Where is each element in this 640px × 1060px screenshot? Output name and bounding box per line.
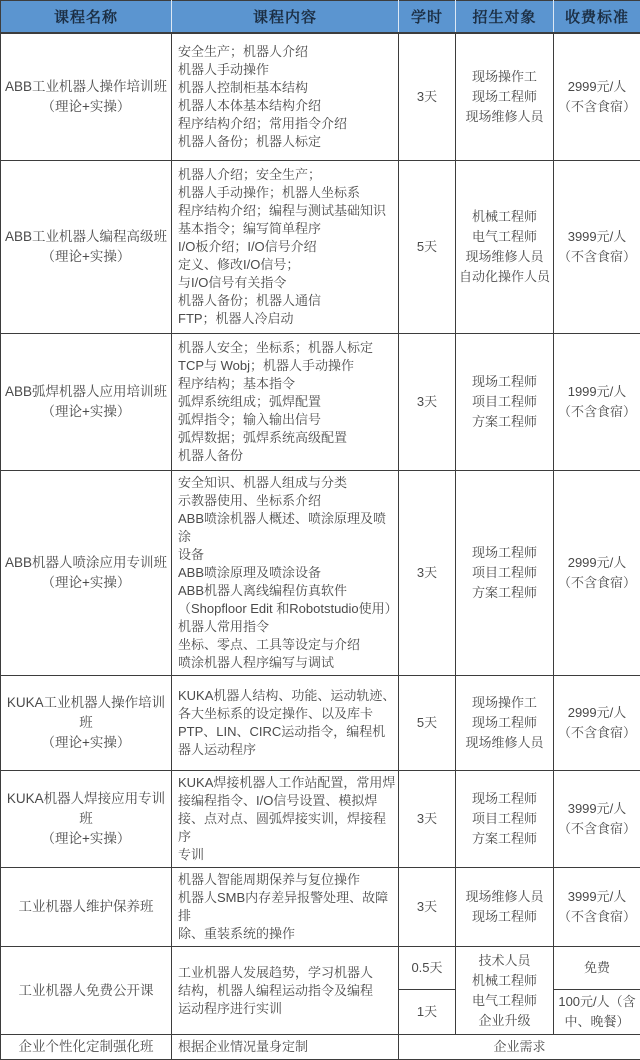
course-audience-line: 方案工程师	[457, 412, 552, 432]
course-name	[1, 947, 172, 1035]
course-content-line: 设备	[178, 546, 396, 564]
course-content-line: （Shopfloor Edit 和Robotstudio使用）	[178, 600, 396, 618]
course-content-line: 示教器使用、坐标系介绍	[178, 492, 396, 510]
course-audience-line: 现场工程师	[457, 87, 552, 107]
course-content-line: 定义、修改I/O信号；	[178, 256, 396, 274]
course-name-line: ABB机器人喷涂应用专训班	[3, 553, 169, 573]
course-fee	[554, 947, 640, 990]
course-name-line: （理论+实操）	[3, 573, 169, 593]
course-content-line: FTP；机器人冷启动	[178, 310, 396, 328]
course-table-header	[1, 1, 640, 33]
course-name	[1, 471, 172, 676]
course-content-line: 机器人手动操作	[178, 61, 396, 79]
course-audience	[456, 33, 554, 161]
course-hours-line: 3天	[400, 563, 454, 583]
course-audience-line: 电气工程师	[457, 991, 552, 1011]
course-name-line: （理论+实操）	[3, 97, 169, 117]
header-col-course-name: 课程名称	[1, 1, 172, 33]
course-name-line: ABB工业机器人编程高级班	[3, 227, 169, 247]
course-fee-line: （不含食宿）	[555, 819, 639, 839]
course-content	[172, 868, 399, 947]
table-row	[1, 947, 640, 990]
course-content-line: 基本指令；编写简单程序	[178, 220, 396, 238]
course-content-line: 接、点对点、圆弧焊接实训，焊接程序	[178, 810, 396, 846]
course-content-line: 运动程序进行实训	[178, 1000, 396, 1018]
course-name-line: （理论+实操）	[3, 247, 169, 267]
course-content-line: 机器人备份；机器人通信	[178, 292, 396, 310]
course-name	[1, 161, 172, 334]
course-hours-line: 3天	[400, 897, 454, 917]
course-content-line: 程序结构介绍；常用指令介绍	[178, 115, 396, 133]
course-name	[1, 868, 172, 947]
course-name-line: ABB工业机器人操作培训班	[3, 77, 169, 97]
course-content-line: 机器人备份；机器人标定	[178, 133, 396, 151]
course-hours	[399, 947, 456, 990]
course-content	[172, 334, 399, 471]
course-hours-line: 1天	[400, 1002, 454, 1022]
course-content-line: 机器人备份	[178, 447, 396, 465]
course-content-line: KUKA焊接机器人工作站配置，常用焊	[178, 774, 396, 792]
table-row	[1, 1035, 640, 1060]
course-content-line: 结构，机器人编程运动指令及编程	[178, 982, 396, 1000]
course-content-line: 机器人智能周期保养与复位操作	[178, 871, 396, 889]
course-content-line: 机器人常用指令	[178, 618, 396, 636]
course-content	[172, 1035, 399, 1060]
course-hours-line: 3天	[400, 392, 454, 412]
course-content-line: 安全知识、机器人组成与分类	[178, 474, 396, 492]
course-content-line: 机器人安全；坐标系；机器人标定	[178, 339, 396, 357]
course-fee-line: 2999元/人	[555, 77, 639, 97]
course-audience	[456, 334, 554, 471]
course-content-line: 机器人SMB内存差异报警处理、故障排	[178, 889, 396, 925]
course-audience	[456, 947, 554, 1035]
course-hours	[399, 771, 456, 868]
course-audience-line: 现场维修人员	[457, 107, 552, 127]
course-audience-line: 技术人员	[457, 951, 552, 971]
course-hours	[399, 676, 456, 771]
header-col-hours: 学时	[399, 1, 456, 33]
course-audience	[456, 771, 554, 868]
course-fee	[554, 161, 640, 334]
course-audience-line: 电气工程师	[457, 227, 552, 247]
course-audience-line: 现场工程师	[457, 543, 552, 563]
course-audience-line: 现场维修人员	[457, 247, 552, 267]
table-row	[1, 868, 640, 947]
course-hours-line: 5天	[400, 713, 454, 733]
course-name	[1, 1035, 172, 1060]
table-row	[1, 334, 640, 471]
course-hours	[399, 334, 456, 471]
course-fee-line: （不含食宿）	[555, 573, 639, 593]
course-fee-line: （不含食宿）	[555, 402, 639, 422]
course-table-body	[1, 33, 640, 1060]
course-content-line: 专训	[178, 846, 396, 864]
course-content	[172, 947, 399, 1035]
course-content-line: 弧焊指令；输入输出信号	[178, 411, 396, 429]
course-hours-line: 5天	[400, 237, 454, 257]
course-hours	[399, 471, 456, 676]
course-fee-line: 免费	[555, 958, 639, 978]
course-content	[172, 676, 399, 771]
merged-requirement	[399, 1035, 640, 1060]
course-content-line: 机器人控制柜基本结构	[178, 79, 396, 97]
course-name-line: 工业机器人免费公开课	[3, 981, 169, 1001]
course-audience-line: 项目工程师	[457, 809, 552, 829]
course-content-line: KUKA机器人结构、功能、运动轨迹、	[178, 687, 396, 705]
table-row	[1, 471, 640, 676]
course-audience-line: 机械工程师	[457, 971, 552, 991]
course-fee	[554, 990, 640, 1035]
course-name-line: （理论+实操）	[3, 733, 169, 753]
course-audience-line: 方案工程师	[457, 583, 552, 603]
course-audience-line: 现场维修人员	[457, 887, 552, 907]
course-content-line: 机器人介绍；安全生产；	[178, 166, 396, 184]
course-content-line: I/O板介绍；I/O信号介绍	[178, 238, 396, 256]
course-content-line: 器人运动程序	[178, 741, 396, 759]
course-fee	[554, 334, 640, 471]
course-content-line: 各大坐标系的设定操作、以及库卡	[178, 705, 396, 723]
course-fee-line: 中、晚餐）	[555, 1012, 639, 1032]
course-name-line: ABB弧焊机器人应用培训班	[3, 382, 169, 402]
course-fee	[554, 676, 640, 771]
course-audience-line: 企业升级	[457, 1011, 552, 1031]
course-fee	[554, 33, 640, 161]
course-name-line: 工业机器人维护保养班	[3, 897, 169, 917]
course-content	[172, 471, 399, 676]
course-audience-line: 现场工程师	[457, 907, 552, 927]
course-content-line: ABB喷涂原理及喷涂设备	[178, 564, 396, 582]
course-fee-line: 3999元/人	[555, 799, 639, 819]
course-content-line: 弧焊数据；弧焊系统高级配置	[178, 429, 396, 447]
course-fee	[554, 771, 640, 868]
course-content-line: 接编程指令、I/O信号设置、模拟焊	[178, 792, 396, 810]
header-col-audience: 招生对象	[456, 1, 554, 33]
course-hours	[399, 868, 456, 947]
course-content	[172, 771, 399, 868]
course-audience-line: 现场维修人员	[457, 733, 552, 753]
course-name-line: KUKA工业机器人操作培训班	[3, 693, 169, 733]
header-row	[1, 1, 640, 33]
table-row	[1, 161, 640, 334]
course-fee-line: （不含食宿）	[555, 247, 639, 267]
course-content-line: 除、重装系统的操作	[178, 925, 396, 943]
course-content-line: ABB喷涂机器人概述、喷涂原理及喷涂	[178, 510, 396, 546]
course-content	[172, 161, 399, 334]
course-content-line: 安全生产；机器人介绍	[178, 43, 396, 61]
course-audience	[456, 868, 554, 947]
course-content-line: 机器人手动操作；机器人坐标系	[178, 184, 396, 202]
course-fee-line: （不含食宿）	[555, 907, 639, 927]
course-content-line: 程序结构介绍；编程与测试基础知识	[178, 202, 396, 220]
course-fee-line: （不含食宿）	[555, 723, 639, 743]
course-fee-line: （不含食宿）	[555, 97, 639, 117]
course-fee-line: 2999元/人	[555, 703, 639, 723]
course-fee-line: 1999元/人	[555, 382, 639, 402]
course-content-line: 机器人本体基本结构介绍	[178, 97, 396, 115]
course-content-line: 与I/O信号有关指令	[178, 274, 396, 292]
header-col-fee: 收费标准	[554, 1, 640, 33]
course-audience	[456, 471, 554, 676]
course-content-line: 根据企业情况量身定制	[178, 1038, 396, 1056]
course-content-line: 程序结构；基本指令	[178, 375, 396, 393]
course-name	[1, 771, 172, 868]
table-row	[1, 676, 640, 771]
course-audience-line: 机械工程师	[457, 207, 552, 227]
course-content-line: 工业机器人发展趋势，学习机器人	[178, 964, 396, 982]
course-fee	[554, 868, 640, 947]
course-content-line: 喷涂机器人程序编写与调试	[178, 654, 396, 672]
course-content-line: 弧焊系统组成；弧焊配置	[178, 393, 396, 411]
course-fee-line: 2999元/人	[555, 553, 639, 573]
header-col-course-content: 课程内容	[172, 1, 399, 33]
course-name-line: （理论+实操）	[3, 829, 169, 849]
course-name	[1, 676, 172, 771]
course-fee-line: 3999元/人	[555, 227, 639, 247]
course-audience-line: 项目工程师	[457, 392, 552, 412]
course-hours-line: 3天	[400, 809, 454, 829]
course-fee	[554, 471, 640, 676]
course-audience	[456, 676, 554, 771]
course-content-line: ABB机器人离线编程仿真软件	[178, 582, 396, 600]
course-name-line: 企业个性化定制强化班	[3, 1037, 169, 1057]
table-row	[1, 33, 640, 161]
course-hours-line: 3天	[400, 87, 454, 107]
course-audience-line: 现场操作工	[457, 67, 552, 87]
merged-requirement-line: 企业需求	[400, 1037, 639, 1057]
course-audience-line: 自动化操作人员	[457, 267, 552, 287]
course-audience-line: 项目工程师	[457, 563, 552, 583]
course-hours	[399, 161, 456, 334]
course-audience-line: 现场操作工	[457, 693, 552, 713]
course-hours	[399, 33, 456, 161]
course-content-line: PTP、LIN、CIRC运动指令，编程机	[178, 723, 396, 741]
course-hours-line: 0.5天	[400, 958, 454, 978]
course-name	[1, 334, 172, 471]
course-name-line: KUKA机器人焊接应用专训班	[3, 789, 169, 829]
course-audience-line: 现场工程师	[457, 372, 552, 392]
course-content	[172, 33, 399, 161]
course-content-line: TCP与 Wobj；机器人手动操作	[178, 357, 396, 375]
course-audience-line: 方案工程师	[457, 829, 552, 849]
course-audience-line: 现场工程师	[457, 713, 552, 733]
course-name	[1, 33, 172, 161]
course-audience	[456, 161, 554, 334]
table-row	[1, 771, 640, 868]
course-hours	[399, 990, 456, 1035]
course-audience-line: 现场工程师	[457, 789, 552, 809]
course-fee-line: 100元/人（含	[555, 992, 639, 1012]
course-name-line: （理论+实操）	[3, 402, 169, 422]
course-fee-line: 3999元/人	[555, 887, 639, 907]
course-content-line: 坐标、零点、工具等设定与介绍	[178, 636, 396, 654]
